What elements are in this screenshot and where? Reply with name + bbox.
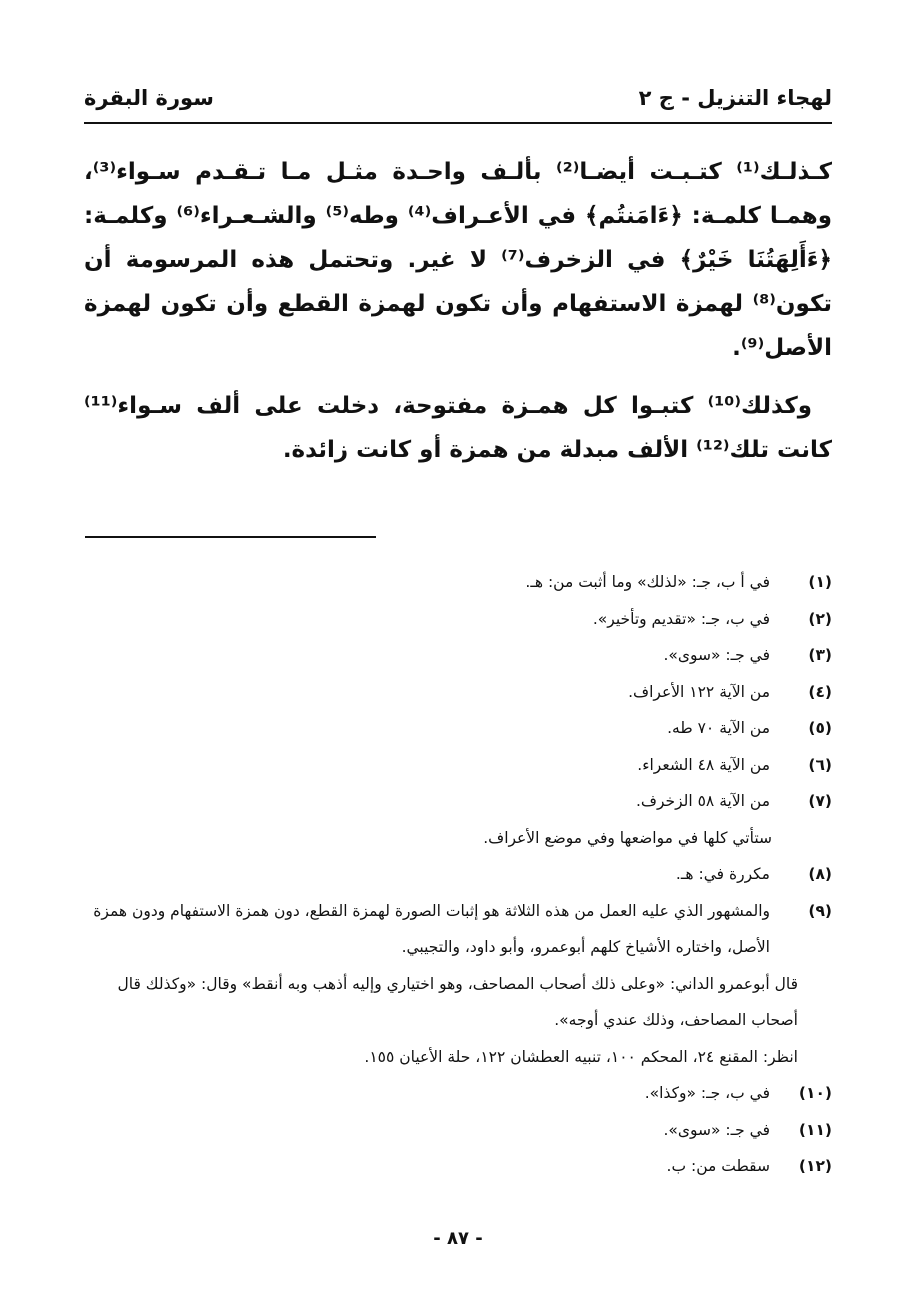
footnote-number: (١٢) xyxy=(798,1157,832,1175)
footnote-text: من الآية ٤٨ الشعراء. xyxy=(637,755,770,774)
footnote-text: مكررة في: هـ. xyxy=(675,865,770,883)
footnote-number: (١١) xyxy=(798,1120,832,1139)
paragraph-1: كـذلـك⁽¹⁾ كتـبـت أيضـا⁽²⁾ بألـف واحـدة مثـل مـا تـقـدم سـواء⁽³⁾، وهمـا كلمـة: ﴿ءَامَنتُم﴾ في الأعـراف⁽⁴⁾ وطه⁽⁵⁾ والشـعـراء⁽⁶⁾ وكلمـة: ﴿ءَأَلِهَتُنَا خَيْرٌ﴾ في الزخرف⁽⁷⁾ لا غير. وتحتمل هذه المرسومة أن تكون⁽⁸⁾ لهمزة الاستفهام وأن تكون لهمزة القطع وأن تكون لهمزة الأصل⁽⁹⁾. xyxy=(84,159,833,361)
footnote-9 xyxy=(84,893,832,966)
footnote-text: في ب، جـ: «تقديم وتأخير». xyxy=(592,609,770,628)
surah-title: سورة البقرة xyxy=(84,86,214,110)
footnote-text: والمشهور الذي عليه العمل من هذه الثلاثة هو إثبات الصورة لهمزة القطع، دون همزة الاستفهام ودون همزة الأصل، واختاره الأشياخ كلهم أبوعمرو، وأبو داود، والتجيبي. xyxy=(93,901,770,956)
footnote-text: من الآية ٧٠ طه. xyxy=(667,719,770,737)
footnote-number: (٦) xyxy=(808,755,832,774)
footnote-number: (٨) xyxy=(808,865,832,883)
footnote-text: في جـ: «سوى». xyxy=(663,646,770,664)
footnote-5 xyxy=(84,710,832,747)
footnote-text: قال أبوعمرو الداني: «وعلى ذلك أصحاب المصاحف، وهو اختياري وإليه أذهب وبه أنقط» وقال: «وكذلك قال أصحاب المصاحف، وذلك عندي أوجه». xyxy=(117,974,798,1029)
footnote-2 xyxy=(84,601,832,638)
footnote-number: (٤) xyxy=(808,682,832,701)
footnote-number: (٩) xyxy=(808,901,832,920)
footnote-7-continuation xyxy=(84,820,832,857)
footnote-8 xyxy=(84,856,832,893)
footnote-number: (٢) xyxy=(808,609,832,628)
footnote-7 xyxy=(84,783,832,820)
footnote-4 xyxy=(84,674,832,711)
footnote-number: (٣) xyxy=(808,646,832,664)
footnote-number: (١٠) xyxy=(798,1084,832,1102)
footnote-text: انظر: المقنع ٢٤، المحكم ١٠٠، تنبيه العطشان ١٢٢، حلة الأعيان ١٥٥. xyxy=(364,1047,798,1066)
running-header xyxy=(84,78,832,118)
footnote-text: ستأتي كلها في مواضعها وفي موضع الأعراف. xyxy=(483,828,772,847)
footnote-number: (٥) xyxy=(808,719,832,737)
footnote-text: في جـ: «سوى». xyxy=(663,1120,770,1139)
footnote-1 xyxy=(84,564,832,601)
footnote-number: (٧) xyxy=(808,792,832,810)
footnote-11 xyxy=(84,1112,832,1149)
paragraph-2: وكذلك⁽¹⁰⁾ كتبـوا كل همـزة مفتوحة، دخلت على ألف سـواء⁽¹¹⁾ كانت تلك⁽¹²⁾ الألف مبدلة من همزة أو كانت زائدة. xyxy=(84,393,832,463)
footnote-10 xyxy=(84,1075,832,1112)
footnote-text: سقطت من: ب. xyxy=(666,1157,770,1175)
header-rule xyxy=(84,122,832,124)
footnote-number: (١) xyxy=(808,573,832,591)
footnote-9-references xyxy=(84,1039,832,1076)
footnote-text: من الآية ٥٨ الزخرف. xyxy=(635,792,770,810)
footnote-9-quote xyxy=(84,966,832,1039)
footnote-text: في ب، جـ: «وكذا». xyxy=(644,1084,770,1102)
footnote-3 xyxy=(84,637,832,674)
main-text xyxy=(84,150,832,486)
book-title: لهجاء التنزيل - ج ٢ xyxy=(638,86,832,110)
footnote-12 xyxy=(84,1148,832,1185)
footnotes xyxy=(84,564,832,1185)
footnote-text: من الآية ١٢٢ الأعراف. xyxy=(628,682,770,701)
footnote-separator xyxy=(85,536,376,538)
footnote-text: في أ ب، جـ: «لذلك» وما أثبت من: هـ. xyxy=(525,573,770,591)
page-number: - ٨٧ - xyxy=(433,1228,483,1249)
footnote-6 xyxy=(84,747,832,784)
